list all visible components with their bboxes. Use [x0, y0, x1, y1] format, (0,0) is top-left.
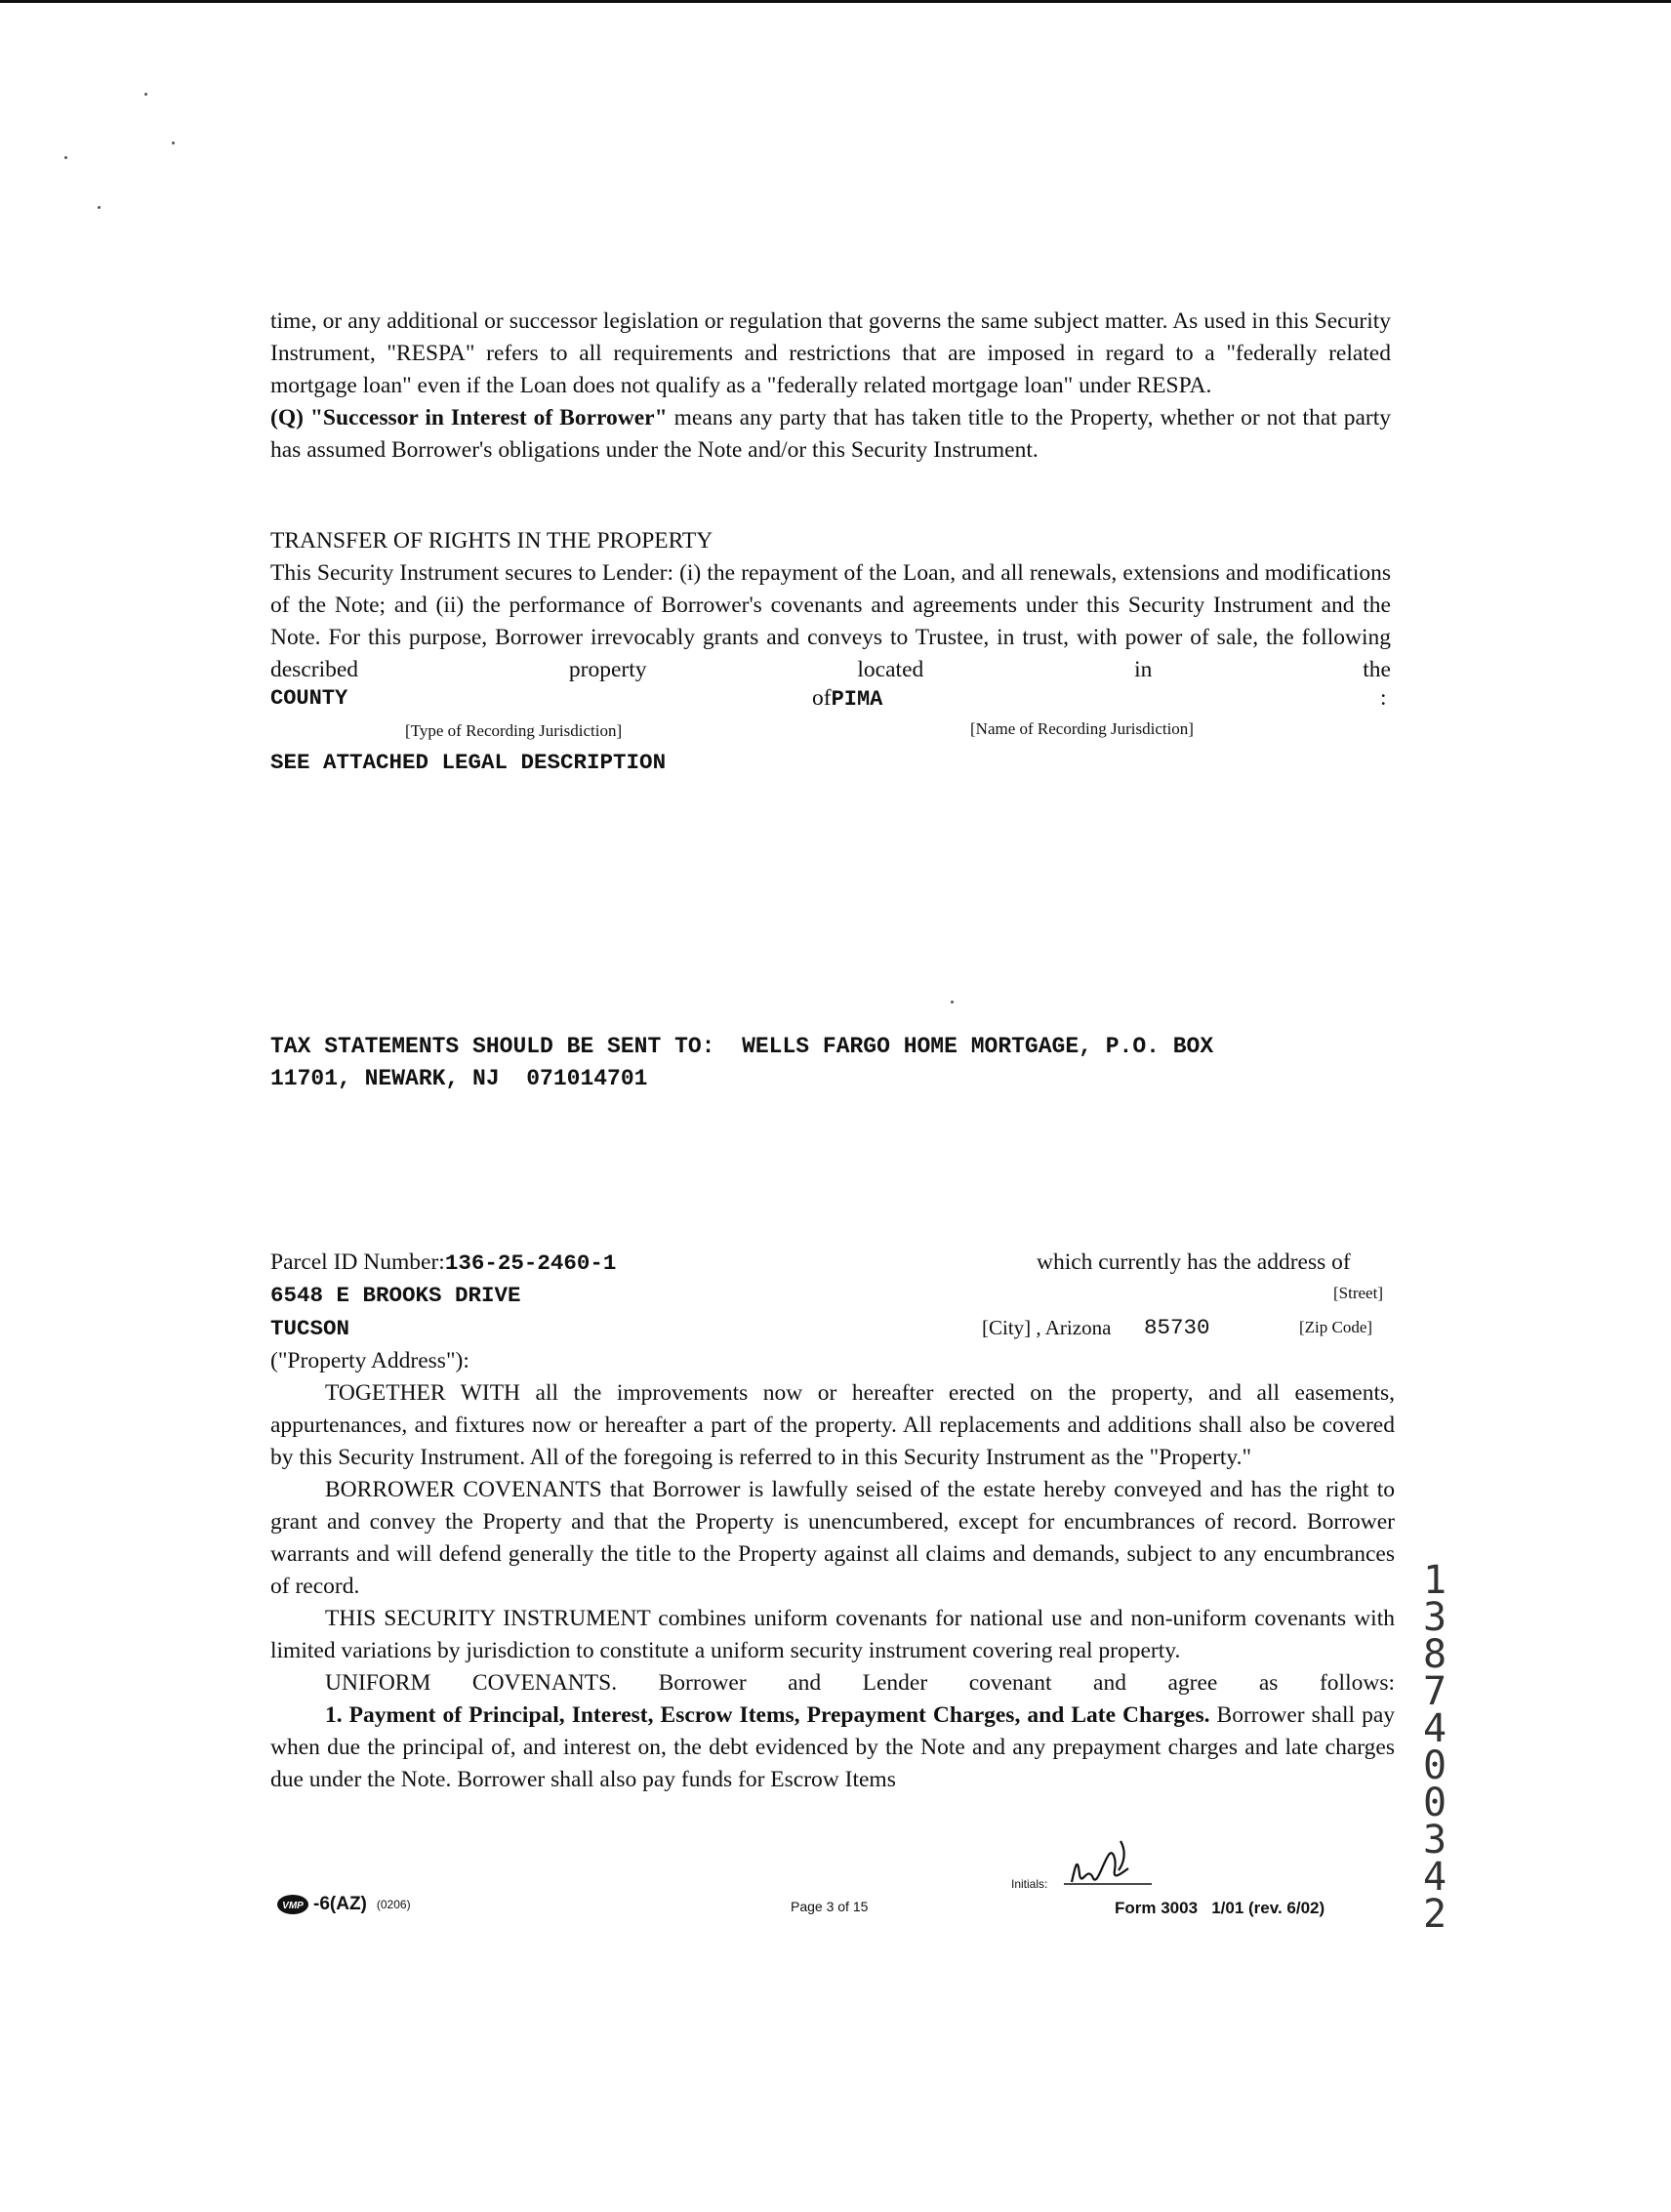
property-address-label: ("Property Address"): [270, 1348, 469, 1373]
vmp-logo-icon [276, 1894, 309, 1915]
transfer-section [270, 525, 1391, 686]
zip-value: 85730 [1144, 1315, 1210, 1340]
parcel-label: Parcel ID Number: [270, 1249, 445, 1275]
initials-signature-icon [1064, 1835, 1152, 1896]
margin-document-number [1415, 1558, 1454, 1937]
scan-speck [144, 93, 147, 96]
borrower-covenants-paragraph: BORROWER COVENANTS that Borrower is lawfully seised of the estate hereby conveyed and has the right to grant and convey the Property and that the Property is unencumbered, except for encumbrances of record. Borrower warrants and will defend generally the title to the Property against all claims and demands, subject to any encumbrances of record. [270, 1477, 1395, 1599]
city-caption: [City] , Arizona [982, 1316, 1112, 1339]
parcel-number: 136-25-2460-1 [444, 1250, 617, 1276]
jurisdiction-colon: : [1380, 685, 1387, 711]
scan-speck [98, 206, 101, 209]
form-logo-group [276, 1894, 411, 1915]
city-value: TUCSON [270, 1316, 350, 1341]
form-code-date: (0206) [376, 1898, 411, 1911]
form-number: Form 3003 1/01 (rev. 6/02) [1115, 1899, 1325, 1917]
jurisdiction-of-word: of [812, 685, 832, 711]
form-code: -6(AZ) [313, 1894, 367, 1914]
street-value: 6548 E BROOKS DRIVE [270, 1283, 521, 1308]
scan-speck [951, 1001, 954, 1004]
zip-caption: [Zip Code] [1299, 1318, 1373, 1336]
transfer-text: This Security Instrument secures to Lender: (i) the repayment of the Loan, and all renewals, extensions and modifications of the Note; and (ii) the performance of Borrower's covenants and agreements under this Security Instrument and the Note. For this purpose, Borrower irrevocably grants and conveys to Trustee, in trust, with power of sale, the following described property located in the [270, 560, 1391, 682]
street-caption: [Street] [1333, 1284, 1383, 1302]
margin-document-number-text: 1387400342 [1422, 1558, 1447, 1937]
type-caption: [Type of Recording Jurisdiction] [405, 721, 623, 740]
definitions-section [270, 306, 1391, 467]
jurisdiction-type: COUNTY [270, 686, 348, 711]
together-with-paragraph: TOGETHER WITH all the improvements now or hereafter erected on the property, and all easements, appurtenances, and fixtures now or hereafter a part of the property. All replacements and additions shall also be covered by this Security Instrument. All of the foregoing is referred to in this Security Instrument as the "Property." [270, 1380, 1395, 1470]
current-address-text: which currently has the address of [1037, 1249, 1351, 1275]
tax-line-1: TAX STATEMENTS SHOULD BE SENT TO: WELLS FARGO HOME MORTGAGE, P.O. BOX [270, 1034, 1214, 1059]
successor-definition-text: means any party that has taken title to the Property, whether or not that party has assumed Borrower's obligations under the Note and/or this Security Instrument. [270, 405, 1391, 463]
tax-statements [270, 1031, 1213, 1095]
scan-speck [64, 156, 67, 159]
scan-speck [172, 142, 175, 144]
item-1-text: Borrower shall pay when due the principal of, and interest on, the debt evidenced by the Note and any prepayment charges and late charges due under the Note. Borrower shall also pay funds for Escrow Items [270, 1702, 1395, 1792]
uniform-covenants-line: UNIFORM COVENANTS. Borrower and Lender covenant and agree as follows: [325, 1670, 1395, 1696]
jurisdiction-of [812, 685, 882, 712]
covenants-section [270, 1377, 1395, 1796]
parcel-line [270, 1249, 616, 1276]
item-1-paragraph [270, 1700, 1395, 1796]
successor-definition [270, 402, 1391, 467]
security-instrument-paragraph: THIS SECURITY INSTRUMENT combines uniform covenants for national use and non-uniform covenants with limited variations by jurisdiction to constitute a uniform security instrument covering real property. [270, 1606, 1395, 1663]
initials-label: Initials: [1011, 1877, 1048, 1891]
respa-definition-tail: time, or any additional or successor legislation or regulation that governs the same subject matter. As used in this Security Instrument, "RESPA" refers to all requirements and restrictions that are imposed in regard to a "federally related mortgage loan" even if the Loan does not qualify as a "federally related mortgage loan" under RESPA. [270, 308, 1391, 398]
transfer-heading: TRANSFER OF RIGHTS IN THE PROPERTY [270, 528, 713, 553]
item-1-heading: 1. Payment of Principal, Interest, Escrow Items, Prepayment Charges, and Late Charges. [325, 1702, 1210, 1728]
name-caption: [Name of Recording Jurisdiction] [970, 719, 1194, 738]
jurisdiction-name: PIMA [831, 687, 883, 712]
legal-description: SEE ATTACHED LEGAL DESCRIPTION [270, 750, 667, 775]
vmp-logo-text: VMP [282, 1901, 304, 1911]
tax-line-2: 11701, NEWARK, NJ 071014701 [270, 1066, 648, 1091]
page-number: Page 3 of 15 [791, 1899, 869, 1914]
successor-definition-label: (Q) "Successor in Interest of Borrower" [270, 405, 668, 430]
top-border-line [0, 0, 1671, 3]
